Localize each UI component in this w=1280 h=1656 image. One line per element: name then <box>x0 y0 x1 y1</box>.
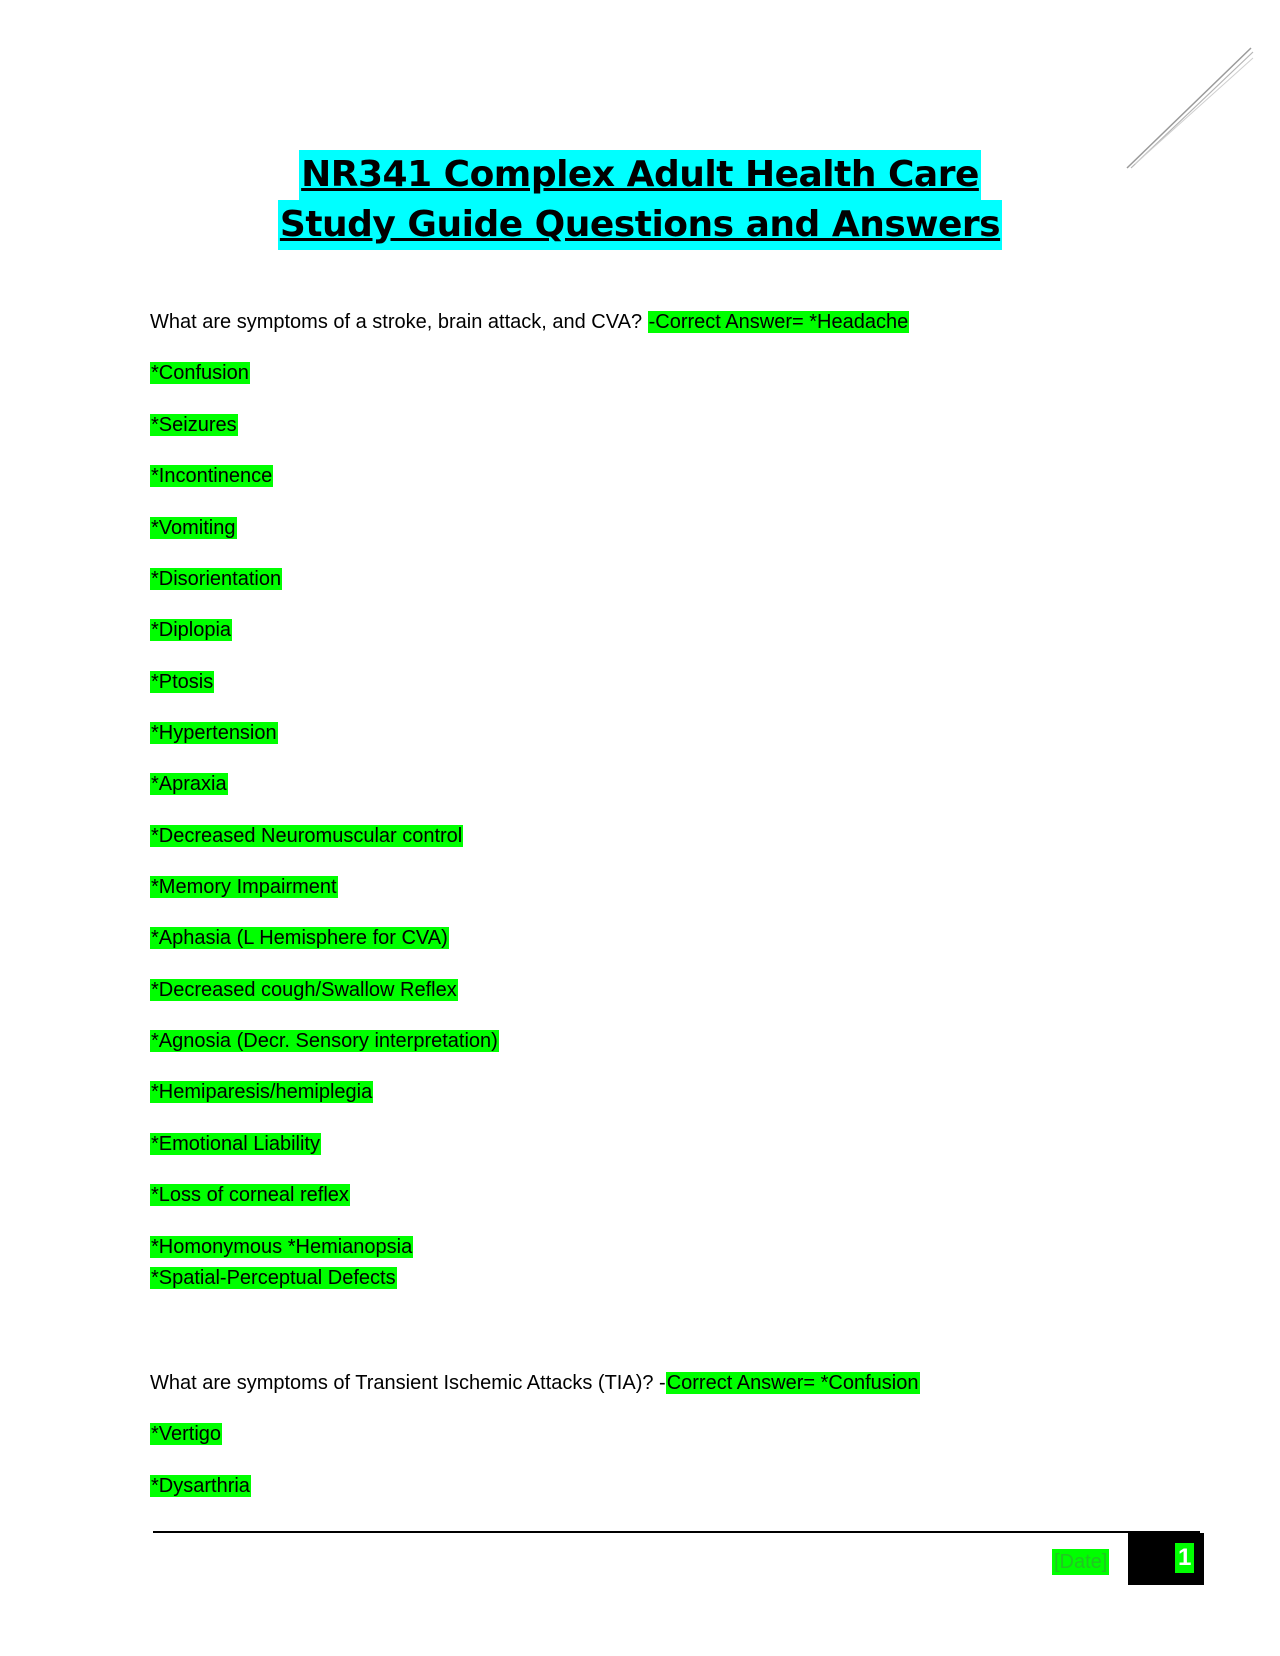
page-number: 1 <box>1175 1543 1194 1573</box>
list-item: *Apraxia <box>151 773 227 795</box>
question-2 <box>150 1370 920 1397</box>
list-item: *Loss of corneal reflex <box>151 1184 349 1206</box>
question-1-text: What are symptoms of a stroke, brain attack, and CVA? <box>150 311 648 333</box>
list-item: *Decreased Neuromuscular control <box>151 825 463 847</box>
list-item: *Decreased cough/Swallow Reflex <box>151 979 457 1001</box>
list-item: *Vertigo <box>151 1423 222 1445</box>
question-1 <box>150 309 909 336</box>
question-2-answer: Correct Answer= *Confusion <box>666 1372 919 1394</box>
list-item: *Diplopia <box>151 619 232 641</box>
footer-rule <box>153 1531 1200 1533</box>
question-1-answer: -Correct Answer= *Headache <box>648 311 909 333</box>
title-line-2: Study Guide Questions and Answers <box>278 200 1002 250</box>
list-item: *Ptosis <box>151 671 214 693</box>
document-title <box>0 150 1280 250</box>
footer-date: [Date] <box>1054 1551 1108 1573</box>
list-item: *Incontinence <box>151 465 273 487</box>
list-item: *Homonymous *Hemianopsia <box>151 1236 413 1258</box>
list-item: *Confusion <box>151 362 249 384</box>
list-item: *Spatial-Perceptual Defects <box>151 1267 396 1289</box>
list-item: *Vomiting <box>151 517 236 539</box>
question-2-text: What are symptoms of Transient Ischemic Attacks (TIA)? - <box>150 1372 666 1394</box>
list-item: *Seizures <box>151 414 237 436</box>
list-item: *Emotional Liability <box>151 1133 320 1155</box>
list-item: *Hemiparesis/hemiplegia <box>151 1081 373 1103</box>
list-item: *Agnosia (Decr. Sensory interpretation) <box>151 1030 498 1052</box>
list-item: *Aphasia (L Hemisphere for CVA) <box>151 927 448 949</box>
list-item: *Dysarthria <box>151 1475 250 1497</box>
list-item: *Disorientation <box>151 568 282 590</box>
list-item: *Hypertension <box>151 722 277 744</box>
title-line-1: NR341 Complex Adult Health Care <box>299 150 981 200</box>
list-item: *Memory Impairment <box>151 876 337 898</box>
